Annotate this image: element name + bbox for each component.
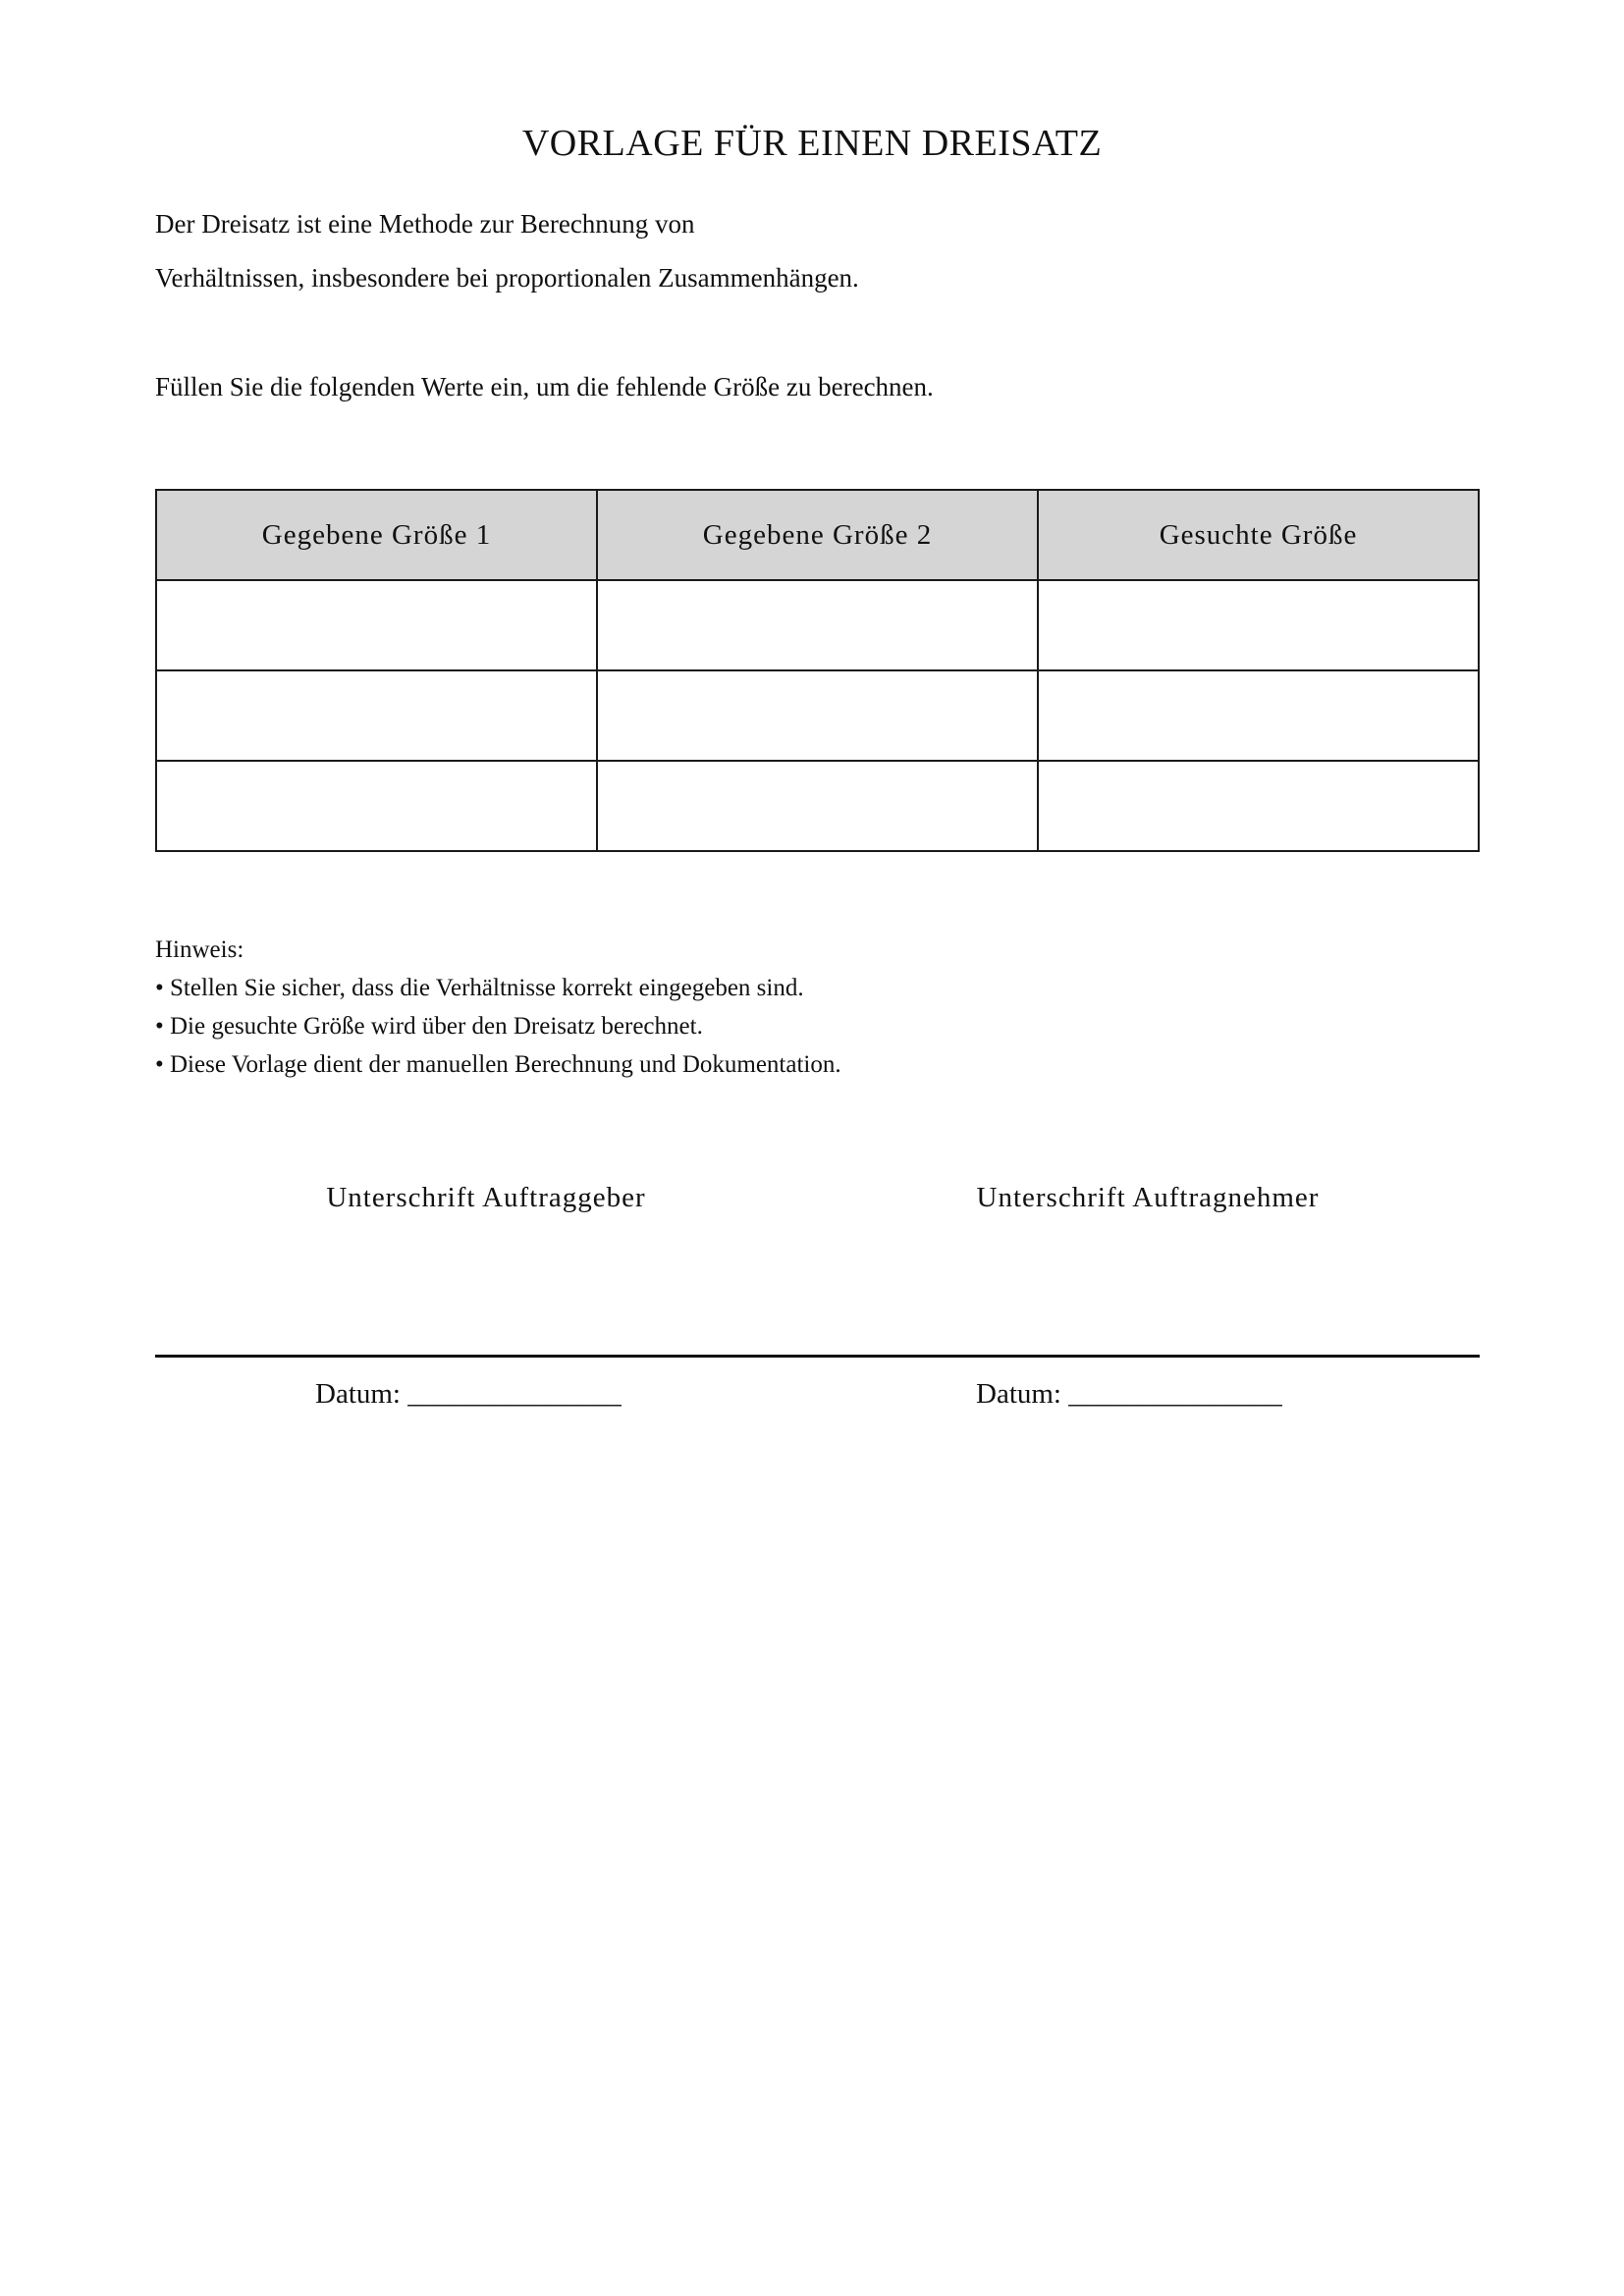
date-field-contractor: Datum: _______________	[976, 1378, 1282, 1410]
intro-text-line-2: Verhältnissen, insbesondere bei proportionalen Zusammenhängen.	[155, 263, 859, 293]
intro-text-line-1: Der Dreisatz ist eine Methode zur Berechnung von	[155, 209, 695, 239]
instruction-text: Füllen Sie die folgenden Werte ein, um die fehlende Größe zu berechnen.	[155, 372, 934, 401]
table-cell[interactable]	[597, 580, 1038, 670]
table-cell[interactable]	[597, 670, 1038, 761]
table-row	[156, 761, 1479, 851]
note-bullet-item: • Die gesuchte Größe wird über den Dreisatz berechnet.	[155, 1013, 703, 1040]
notes-heading: Hinweis:	[155, 936, 244, 963]
table-cell[interactable]	[156, 580, 597, 670]
header-gegebene-groesse-1: Gegebene Größe 1	[156, 490, 597, 580]
date-field-client: Datum: _______________	[315, 1378, 622, 1410]
header-gesuchte-groesse: Gesuchte Größe	[1038, 490, 1479, 580]
dreisatz-table	[155, 489, 1480, 852]
table-cell[interactable]	[156, 670, 597, 761]
table-row	[156, 580, 1479, 670]
table-header-row	[156, 490, 1479, 580]
header-gegebene-groesse-2: Gegebene Größe 2	[597, 490, 1038, 580]
note-bullet-item: • Stellen Sie sicher, dass die Verhältnisse korrekt eingegeben sind.	[155, 975, 804, 1001]
signature-line	[155, 1355, 1480, 1358]
table-cell[interactable]	[597, 761, 1038, 851]
signature-label-client: Unterschrift Auftraggeber	[326, 1182, 646, 1213]
table-cell[interactable]	[1038, 580, 1479, 670]
page-title: VORLAGE FÜR EINEN DREISATZ	[521, 123, 1103, 164]
table-row	[156, 670, 1479, 761]
signature-label-contractor: Unterschrift Auftragnehmer	[976, 1182, 1320, 1213]
note-bullet-item: • Diese Vorlage dient der manuellen Berechnung und Dokumentation.	[155, 1051, 841, 1078]
notes-section	[155, 931, 841, 1084]
table-cell[interactable]	[1038, 670, 1479, 761]
table-cell[interactable]	[1038, 761, 1479, 851]
table-cell[interactable]	[156, 761, 597, 851]
